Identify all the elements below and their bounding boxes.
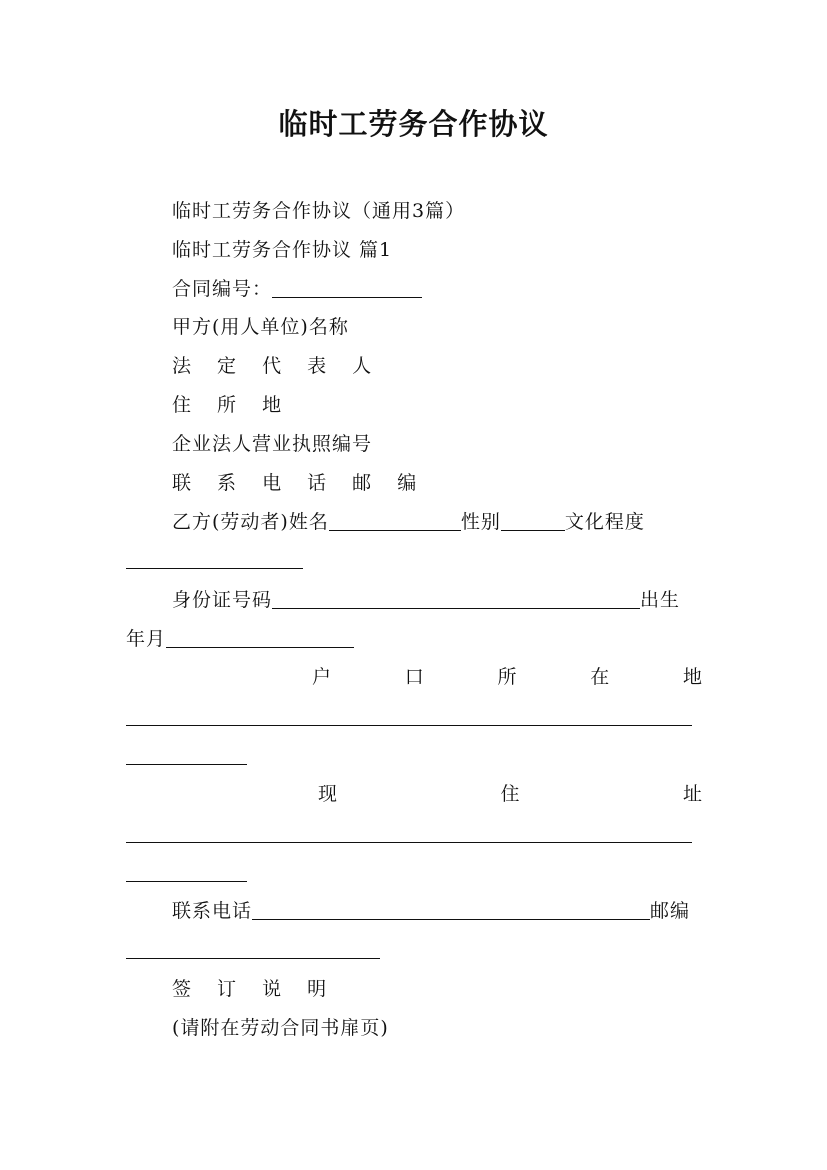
id-label: 身份证号码 <box>172 589 273 611</box>
section-heading: 临时工劳务合作协议 篇1 <box>172 239 393 261</box>
party-b-name-label: 乙方(劳动者)姓名 <box>172 511 329 533</box>
hukou-blank-2[interactable] <box>126 764 247 765</box>
hukou-char: 口 <box>404 666 424 688</box>
education-label: 文化程度 <box>564 511 645 533</box>
business-license-label: 企业法人营业执照编号 <box>172 433 373 455</box>
zip-label: 邮编 <box>650 900 691 922</box>
gender-label: 性别 <box>460 511 501 533</box>
contract-number-line <box>172 277 422 301</box>
address-label: 住 所 地 <box>172 394 292 416</box>
contact-line <box>172 899 690 923</box>
hukou-char: 户 <box>312 666 332 688</box>
birth-month-line <box>126 627 354 651</box>
hukou-char: 所 <box>497 666 517 688</box>
birth-month-blank[interactable] <box>166 627 354 648</box>
phone-zip-label: 联 系 电 话 邮 编 <box>172 472 427 494</box>
party-b-name-blank[interactable] <box>329 510 461 531</box>
current-address-char: 住 <box>500 783 520 805</box>
education-blank[interactable] <box>126 568 303 569</box>
contact-phone-blank[interactable] <box>252 899 650 920</box>
hukou-blank-1[interactable] <box>126 725 692 726</box>
legal-representative-label: 法 定 代 表 人 <box>172 355 382 377</box>
document-title: 临时工劳务合作协议 <box>278 107 549 141</box>
signing-notes-heading: 签 订 说 明 <box>172 978 337 1000</box>
attach-note: (请附在劳动合同书扉页) <box>172 1017 389 1039</box>
zip-blank[interactable] <box>126 958 380 959</box>
id-line <box>172 588 680 612</box>
party-a-name-label: 甲方(用人单位)名称 <box>172 316 349 338</box>
hukou-char: 地 <box>682 666 702 688</box>
contact-phone-label: 联系电话 <box>172 900 253 922</box>
current-address-blank-2[interactable] <box>126 881 247 882</box>
gender-blank[interactable] <box>501 510 565 531</box>
birth-month-label: 年月 <box>126 628 167 650</box>
current-address-char: 址 <box>682 783 702 805</box>
current-address-char: 现 <box>318 783 338 805</box>
hukou-char: 在 <box>590 666 610 688</box>
current-address-blank-1[interactable] <box>126 842 692 843</box>
hukou-label <box>312 665 702 689</box>
id-blank[interactable] <box>272 588 640 609</box>
current-address-label <box>318 782 702 806</box>
birth-label: 出生 <box>640 589 681 611</box>
party-b-line <box>172 510 645 534</box>
subtitle-line: 临时工劳务合作协议（通用3篇） <box>172 200 466 222</box>
contract-number-label: 合同编号： <box>172 278 273 300</box>
contract-number-blank[interactable] <box>272 277 422 298</box>
